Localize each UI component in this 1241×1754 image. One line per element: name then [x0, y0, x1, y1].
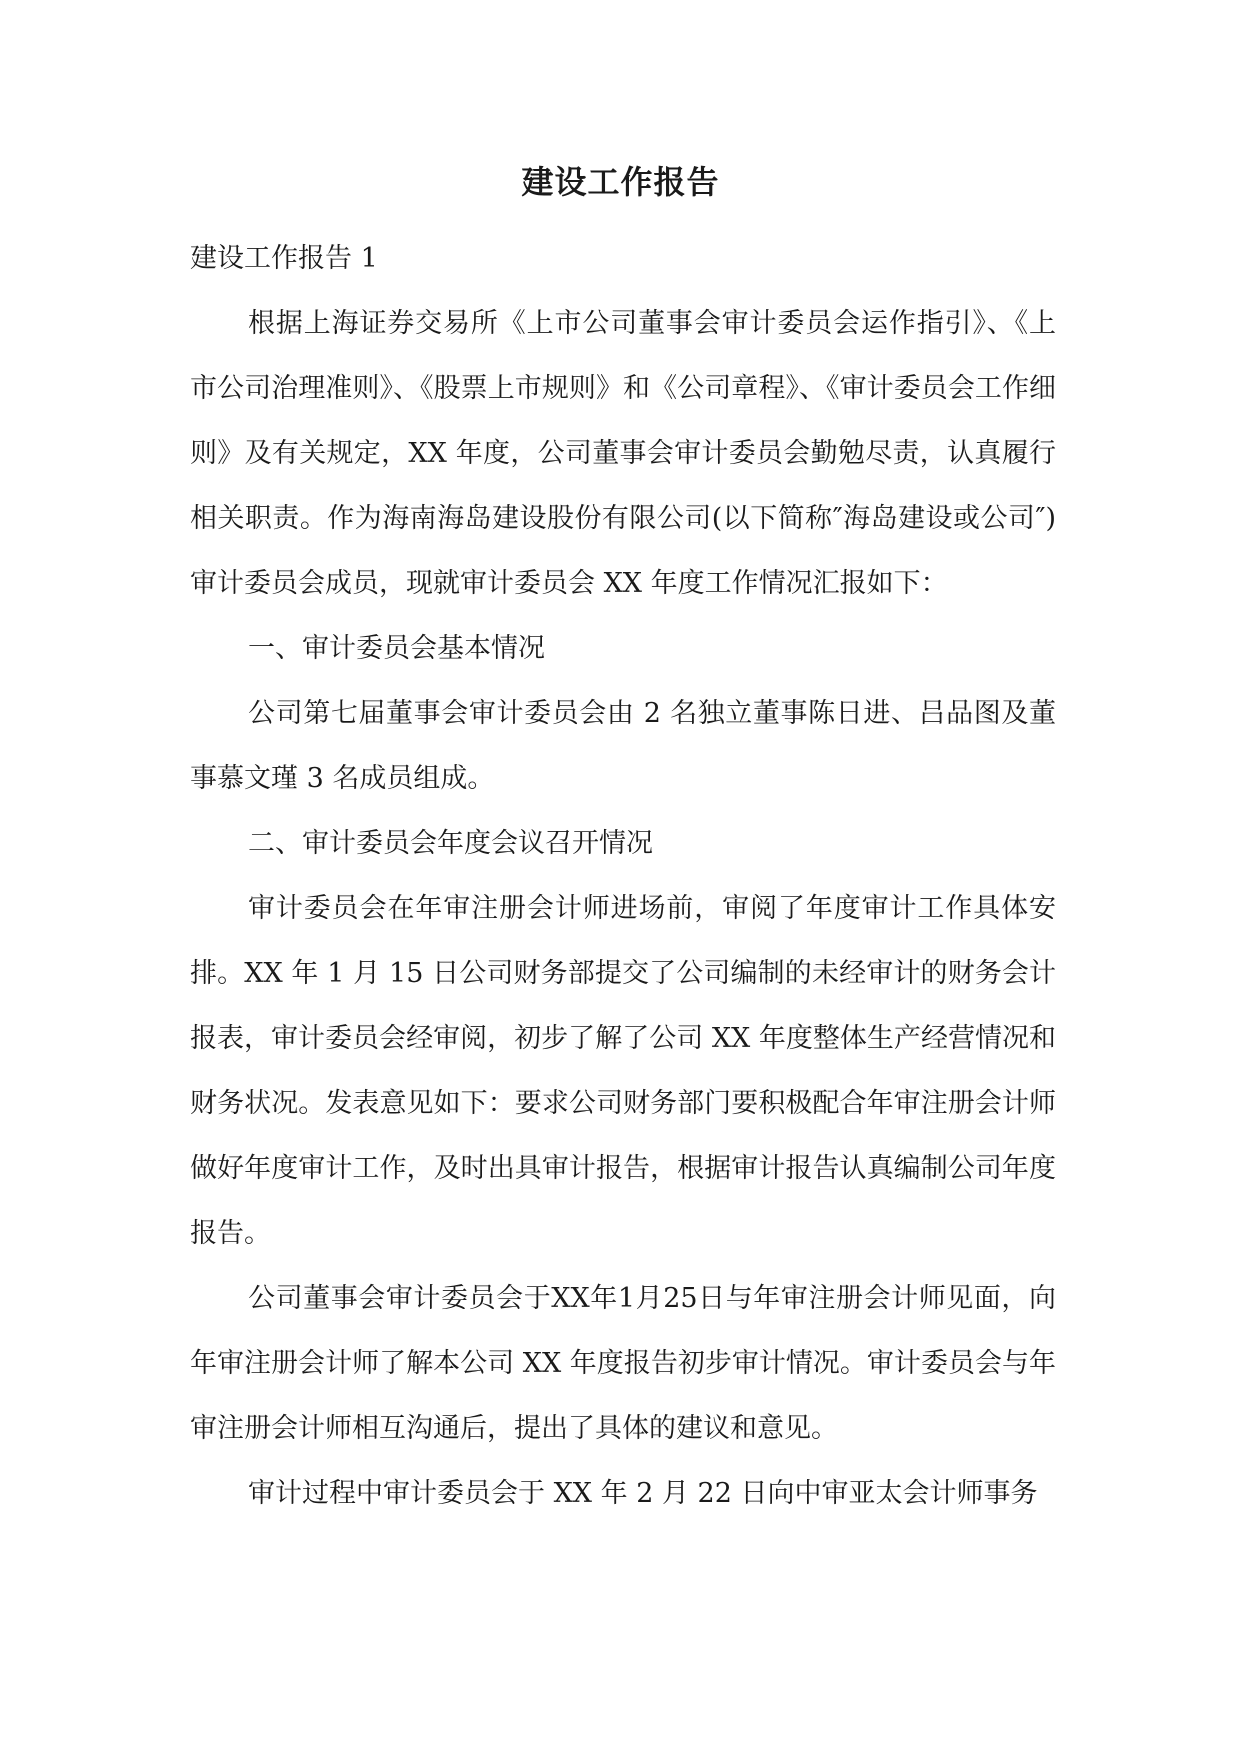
heading-basic-info: 一、审计委员会基本情况	[248, 633, 545, 664]
paragraph-intro: 根据上海证券交易所《上市公司董事会审计委员会运作指引》、《上市公司治理准则》、《股票上市规则》和《公司章程》、《审计委员会工作细则》及有关规定，XX 年度，公司董事会审计委员会勤勉尽责，认真履行相关职责。作为海南海岛建设股份有限公司(以下简称″海岛建设或公司″)审计委员会成员，现就审计委员会 XX 年度工作情况汇报如下：	[190, 308, 1056, 599]
page-title: 建设工作报告	[521, 163, 720, 201]
paragraph-members: 公司第七届董事会审计委员会由 2 名独立董事陈日进、吕品图及董事慕文瑾 3 名成员组成。	[190, 698, 1056, 794]
paragraph-auditor-meeting: 公司董事会审计委员会于XX年1月25日与年审注册会计师见面，向年审注册会计师了解本公司 XX 年度报告初步审计情况。审计委员会与年审注册会计师相互沟通后，提出了具体的建议和意见。	[190, 1283, 1056, 1444]
heading-annual-meetings: 二、审计委员会年度会议召开情况	[248, 828, 653, 859]
paragraph-audit-process: 审计过程中审计委员会于 XX 年 2 月 22 日向中审亚太会计师事务	[248, 1478, 1038, 1509]
section-heading: 建设工作报告 1	[190, 243, 378, 274]
paragraph-pre-audit-review: 审计委员会在年审注册会计师进场前，审阅了年度审计工作具体安排。XX 年 1 月 15 日公司财务部提交了公司编制的未经审计的财务会计报表，审计委员会经审阅，初步了解了公司 XX 年度整体生产经营情况和财务状况。发表意见如下：要求公司财务部门要积极配合年审注册会计师做好年度审计工作，及时出具审计报告，根据审计报告认真编制公司年度报告。	[190, 893, 1056, 1249]
document-body	[190, 226, 1056, 1526]
